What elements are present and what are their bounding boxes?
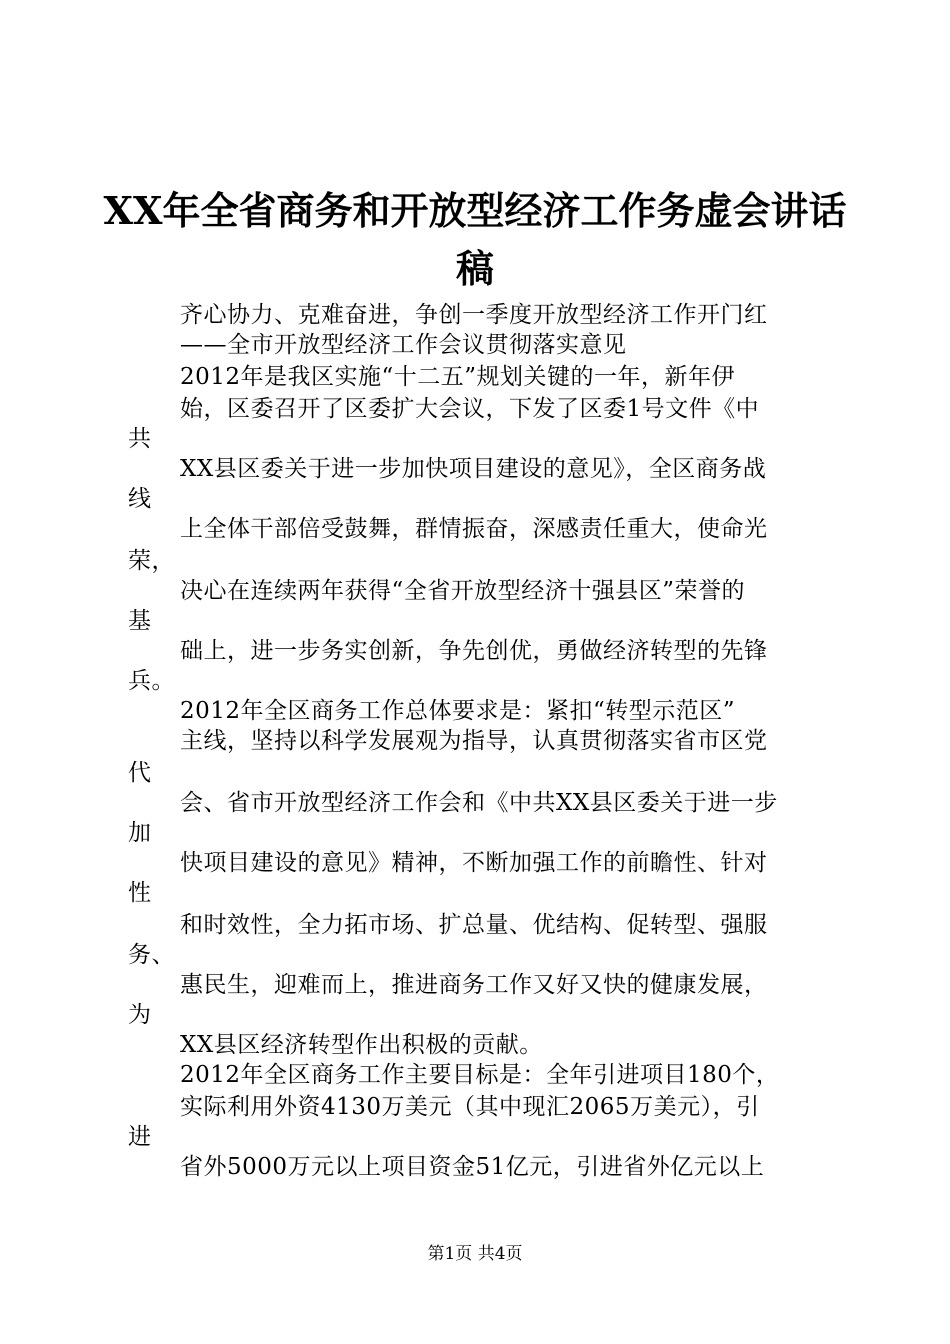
body-line: 础上，进一步务实创新，争先创优，勇做经济转型的先锋 xyxy=(180,638,768,664)
document-title-line1: XX年全省商务和开放型经济工作务虚会讲话 xyxy=(103,188,847,233)
body-line: 代 xyxy=(128,760,152,786)
body-line: 进 xyxy=(128,1124,152,1150)
body-line: 和时效性，全力拓市场、扩总量、优结构、促转型、强服 xyxy=(180,912,768,938)
body-line: 共 xyxy=(128,426,152,452)
body-line: XX县区经济转型作出积极的贡献。 xyxy=(180,1032,543,1058)
body-line: 2012年是我区实施“十二五”规划关键的一年，新年伊 xyxy=(180,364,736,390)
body-line: 决心在连续两年获得“全省开放型经济十强县区”荣誉的 xyxy=(180,578,746,604)
body-line: 性 xyxy=(128,880,152,906)
body-line: 会、省市开放型经济工作会和《中共XX县区委关于进一步 xyxy=(180,790,778,816)
body-line: 线 xyxy=(128,486,152,512)
body-line: 荣， xyxy=(128,548,175,574)
body-line: 惠民生，迎难而上，推进商务工作又好又快的健康发展， xyxy=(180,972,768,998)
body-line: 务、 xyxy=(128,942,175,968)
body-line: 加 xyxy=(128,820,152,846)
body-line: 2012年全区商务工作主要目标是：全年引进项目180个， xyxy=(180,1062,780,1088)
body-line: 始，区委召开了区委扩大会议，下发了区委1号文件《中 xyxy=(180,396,760,422)
document-title-line2: 稿 xyxy=(455,246,494,291)
body-line: XX县区委关于进一步加快项目建设的意见》，全区商务战 xyxy=(180,456,767,482)
body-line: 2012年全区商务工作总体要求是：紧扣“转型示范区” xyxy=(180,698,736,724)
body-line: ——全市开放型经济工作会议贯彻落实意见 xyxy=(180,332,627,358)
body-line: 为 xyxy=(128,1002,152,1028)
body-line: 齐心协力、克难奋进，争创一季度开放型经济工作开门红 xyxy=(180,302,768,328)
body-line: 实际利用外资4130万美元（其中现汇2065万美元），引 xyxy=(180,1094,760,1120)
body-line: 省外5000万元以上项目资金51亿元，引进省外亿元以上 xyxy=(180,1154,765,1180)
body-line: 基 xyxy=(128,608,152,634)
body-line: 上全体干部倍受鼓舞，群情振奋，深感责任重大，使命光 xyxy=(180,516,768,542)
body-line: 主线，坚持以科学发展观为指导，认真贯彻落实省市区党 xyxy=(180,728,768,754)
page-number-footer: 第1页 共4页 xyxy=(427,1244,523,1264)
body-line: 快项目建设的意见》精神，不断加强工作的前瞻性、针对 xyxy=(180,850,768,876)
body-line: 兵。 xyxy=(128,668,175,694)
